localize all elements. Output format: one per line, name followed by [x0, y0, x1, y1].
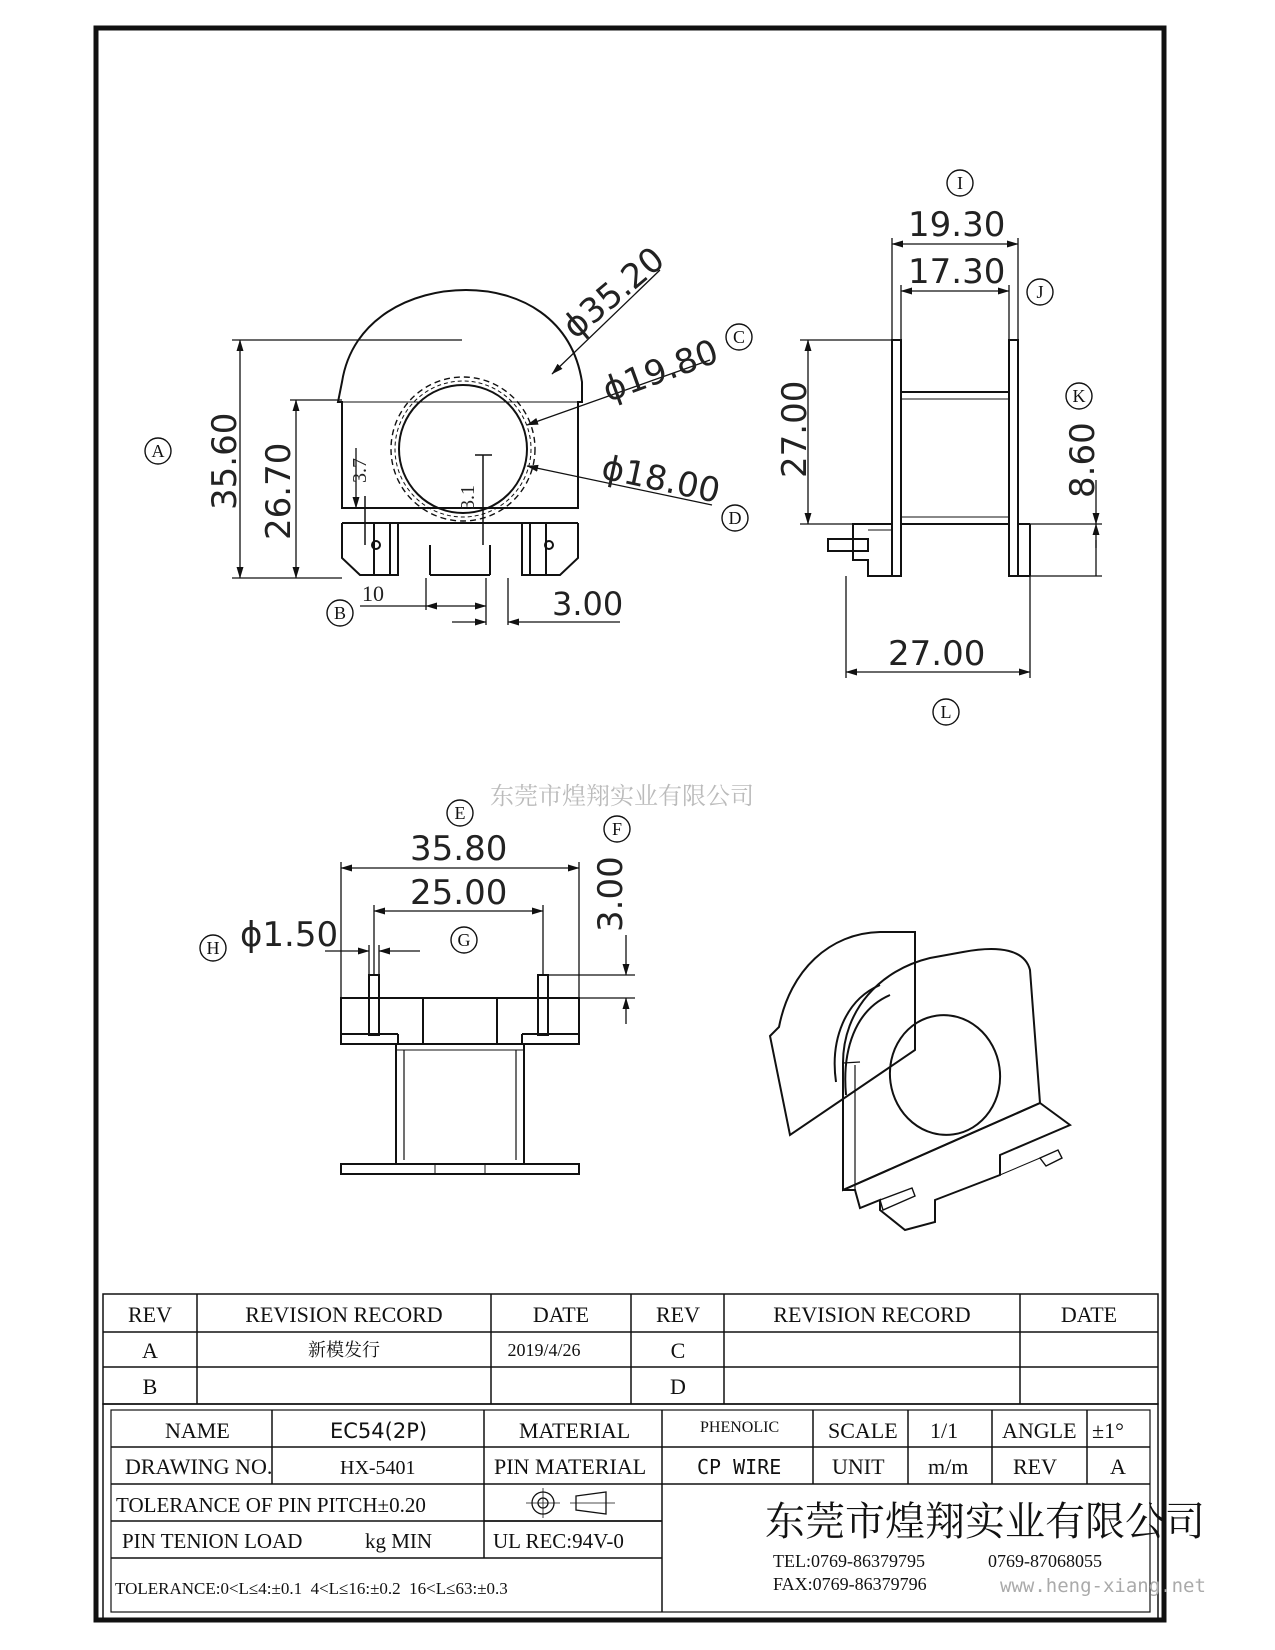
rev-row-a-date: 2019/4/26	[507, 1340, 581, 1360]
callout-k: K	[1072, 386, 1086, 406]
callout-b: B	[333, 603, 347, 623]
callout-f: F	[611, 819, 623, 839]
callout-c: C	[732, 327, 746, 347]
angle-value: ±1°	[1092, 1418, 1124, 1443]
callout-h: H	[206, 938, 220, 958]
rev-row-b-rev2: D	[670, 1374, 686, 1399]
website: www.heng-xiang.net	[1000, 1575, 1206, 1597]
callout-g: G	[457, 930, 471, 950]
front-view-dimension-text	[205, 239, 724, 623]
callout-l: L	[940, 702, 952, 722]
front-view-dimensions	[232, 270, 712, 625]
callout-d: D	[728, 508, 742, 528]
callout-j: J	[1036, 282, 1044, 302]
scale-value: 1/1	[930, 1418, 959, 1443]
pin-material-label: PIN MATERIAL	[494, 1454, 647, 1479]
dim-17-30: 17.30	[908, 252, 1006, 292]
tolerance-line: TOLERANCE:0<L≤4:±0.1 4<L≤16:±0.2 16<L≤63:±0.3	[115, 1579, 508, 1598]
dim-phi-1-50: ϕ1.50	[240, 915, 339, 955]
dim-3-00-pin: 3.00	[591, 856, 631, 932]
side-view-dimension-text	[775, 205, 1103, 674]
rev-record-header-2: REVISION RECORD	[773, 1302, 971, 1327]
angle-label: ANGLE	[1002, 1418, 1077, 1443]
date-header-1: DATE	[532, 1302, 590, 1327]
dim-26-70: 26.70	[259, 442, 299, 540]
projection-symbol	[526, 1488, 615, 1518]
bottom-view	[341, 975, 579, 1174]
name-value: EC54(2P)	[330, 1419, 428, 1443]
dim-3-1: 3.1	[457, 485, 479, 510]
material-label: MATERIAL	[519, 1418, 631, 1443]
rev-label: REV	[1013, 1454, 1057, 1479]
title-block-text	[115, 1418, 1206, 1598]
pin-material-value: CP WIRE	[697, 1455, 782, 1479]
rev-value: A	[1110, 1454, 1126, 1479]
dim-3-00: 3.00	[552, 585, 624, 623]
ul-rec: UL REC:94V-0	[493, 1529, 624, 1553]
dim-35-80: 35.80	[410, 829, 508, 869]
callout-i: I	[957, 173, 963, 193]
material-value: PHENOLIC	[700, 1419, 780, 1436]
pin-tension-unit: kg MIN	[365, 1529, 433, 1553]
rev-header-1: REV	[128, 1302, 172, 1327]
rev-header-2: REV	[656, 1302, 700, 1327]
dim-19-80: ϕ19.80	[597, 331, 724, 411]
scale-label: SCALE	[828, 1418, 898, 1443]
rev-row-a-rev: A	[142, 1338, 158, 1363]
drawing-no-value: HX-5401	[340, 1457, 416, 1479]
name-label: NAME	[165, 1418, 230, 1443]
company-tel: TEL:0769-86379795	[773, 1551, 925, 1571]
revision-table-text	[128, 1302, 1117, 1399]
isometric-view	[770, 932, 1070, 1230]
dim-19-30: 19.30	[908, 205, 1006, 245]
unit-value: m/m	[928, 1454, 969, 1479]
rev-row-b-rev: B	[142, 1374, 158, 1399]
rev-row-a-rev2: C	[670, 1338, 686, 1363]
dim-35-20: ϕ35.20	[555, 239, 673, 347]
dim-10: 10	[362, 581, 384, 606]
dim-8-60: 8.60	[1063, 422, 1103, 498]
tolerance-pin-pitch: TOLERANCE OF PIN PITCH±0.20	[116, 1493, 426, 1517]
unit-label: UNIT	[832, 1454, 885, 1479]
callout-a: A	[151, 441, 165, 461]
dim-27-00-height: 27.00	[775, 380, 815, 478]
company-name: 东莞市煌翔实业有限公司	[765, 1499, 1205, 1544]
dim-18-00: ϕ18.00	[598, 447, 724, 512]
rev-record-header-1: REVISION RECORD	[245, 1302, 443, 1327]
side-view-dimensions	[800, 238, 1102, 678]
rev-row-a-record: 新模发行	[308, 1340, 380, 1361]
dim-27-00-depth: 27.00	[888, 634, 986, 674]
company-fax: FAX:0769-86379796	[773, 1574, 927, 1594]
watermark-company: 东莞市煌翔实业有限公司	[490, 782, 754, 810]
pin-tension-label: PIN TENION LOAD	[122, 1529, 303, 1553]
front-view	[338, 290, 582, 575]
bottom-view-dimension-text	[240, 829, 631, 955]
company-tel-2: 0769-87068055	[988, 1551, 1102, 1571]
drawing-no-label: DRAWING NO.	[125, 1454, 273, 1479]
side-view	[828, 340, 1030, 576]
date-header-2: DATE	[1060, 1302, 1118, 1327]
dim-35-60: 35.60	[205, 412, 245, 510]
dim-25-00: 25.00	[410, 873, 508, 913]
dim-3-7: 3.7	[349, 458, 371, 483]
callout-e: E	[454, 803, 466, 823]
